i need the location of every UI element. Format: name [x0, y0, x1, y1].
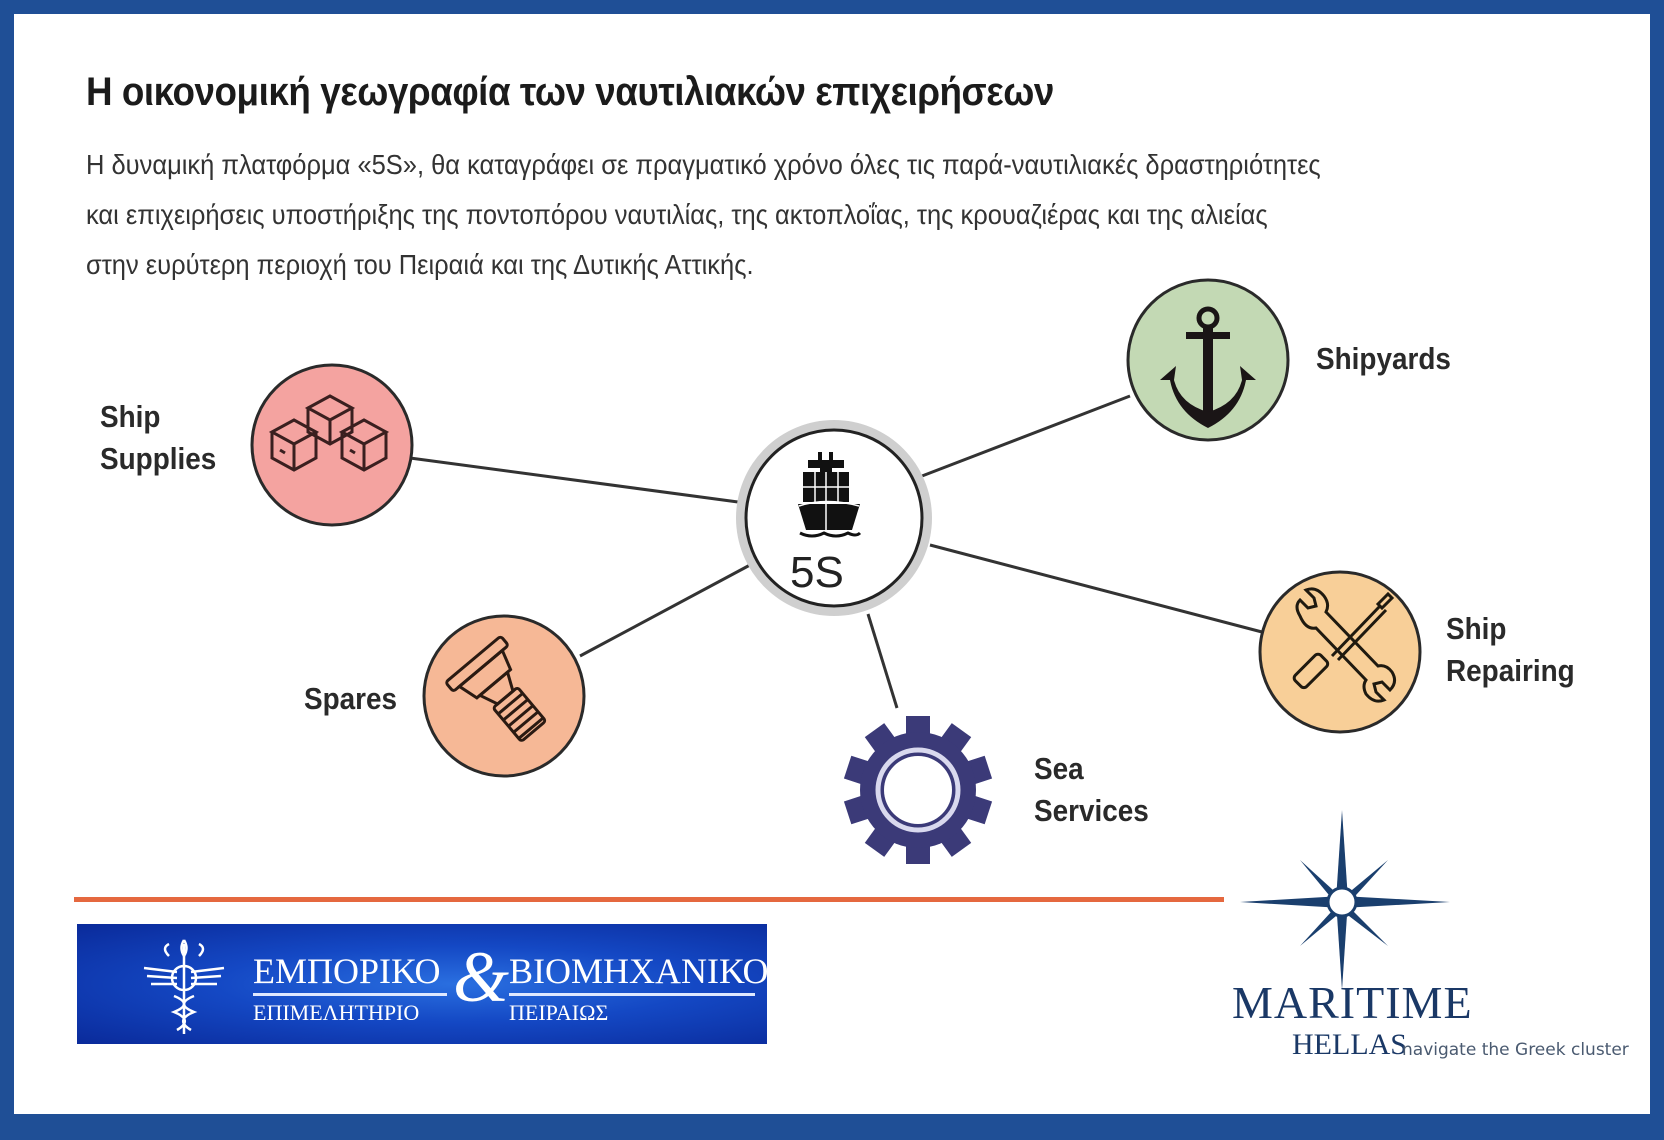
node-spares[interactable] — [424, 616, 584, 776]
label-ship-repairing — [1446, 608, 1575, 692]
hub-label: 5S — [790, 548, 844, 597]
chamber-logo — [77, 924, 767, 1044]
label-line: Sea — [1034, 751, 1084, 786]
label-shipyards — [1316, 338, 1451, 380]
description-line: στην ευρύτερη περιοχή του Πειραιά και της Δυτικής Αττικής. — [86, 249, 754, 280]
label-line: Ship — [100, 399, 161, 434]
chamber-ampersand: & — [453, 937, 510, 1017]
label-line: Services — [1034, 793, 1149, 828]
description-line: Η δυναμική πλατφόρμα «5S», θα καταγράφει σε πραγματικό χρόνο όλες τις παρά-ναυτιλιακές δραστηριότητες — [86, 149, 1321, 180]
hellas-wordmark: HELLAS — [1292, 1028, 1407, 1061]
label-line: Spares — [304, 681, 398, 716]
label-line: Repairing — [1446, 653, 1575, 688]
maritime-wordmark: MARITIME — [1232, 977, 1473, 1028]
gear-icon — [844, 716, 992, 864]
chamber-rule-left — [253, 993, 447, 996]
chamber-line1-right: ΒΙΟΜΗΧΑΝΙΚΟ — [509, 951, 769, 991]
orange-divider — [74, 897, 1224, 902]
node-sea-services[interactable] — [844, 716, 992, 864]
page-title: Η οικονομική γεωγραφία των ναυτιλιακών επιχειρήσεων — [86, 70, 1054, 114]
label-line: Shipyards — [1316, 341, 1451, 376]
label-spares — [304, 678, 397, 720]
label-line: Ship — [1446, 611, 1507, 646]
label-ship-supplies — [100, 396, 216, 480]
label-line: Supplies — [100, 441, 217, 476]
node-ship-supplies[interactable] — [252, 365, 412, 525]
chamber-line2-left: ΕΠΙΜΕΛΗΤΗΡΙΟ — [253, 1000, 420, 1025]
chamber-rule-right — [509, 993, 755, 996]
caduceus-emblem-icon — [139, 930, 229, 1040]
node-ship-repairing[interactable] — [1260, 572, 1420, 732]
label-sea-services — [1034, 748, 1149, 832]
chamber-line1-left: ΕΜΠΟΡΙΚΟ — [253, 951, 441, 991]
maritime-tagline: navigate the Greek cluster — [1402, 1040, 1629, 1060]
compass-star-icon — [1230, 800, 1490, 990]
chamber-line2-right: ΠΕΙΡΑΙΩΣ — [509, 1000, 609, 1025]
node-shipyards[interactable] — [1128, 280, 1288, 440]
description-line: και επιχειρήσεις υποστήριξης της ποντοπόρου ναυτιλίας, της ακτοπλοΐας, της κρουαζιέρας και της αλιείας — [86, 199, 1268, 230]
